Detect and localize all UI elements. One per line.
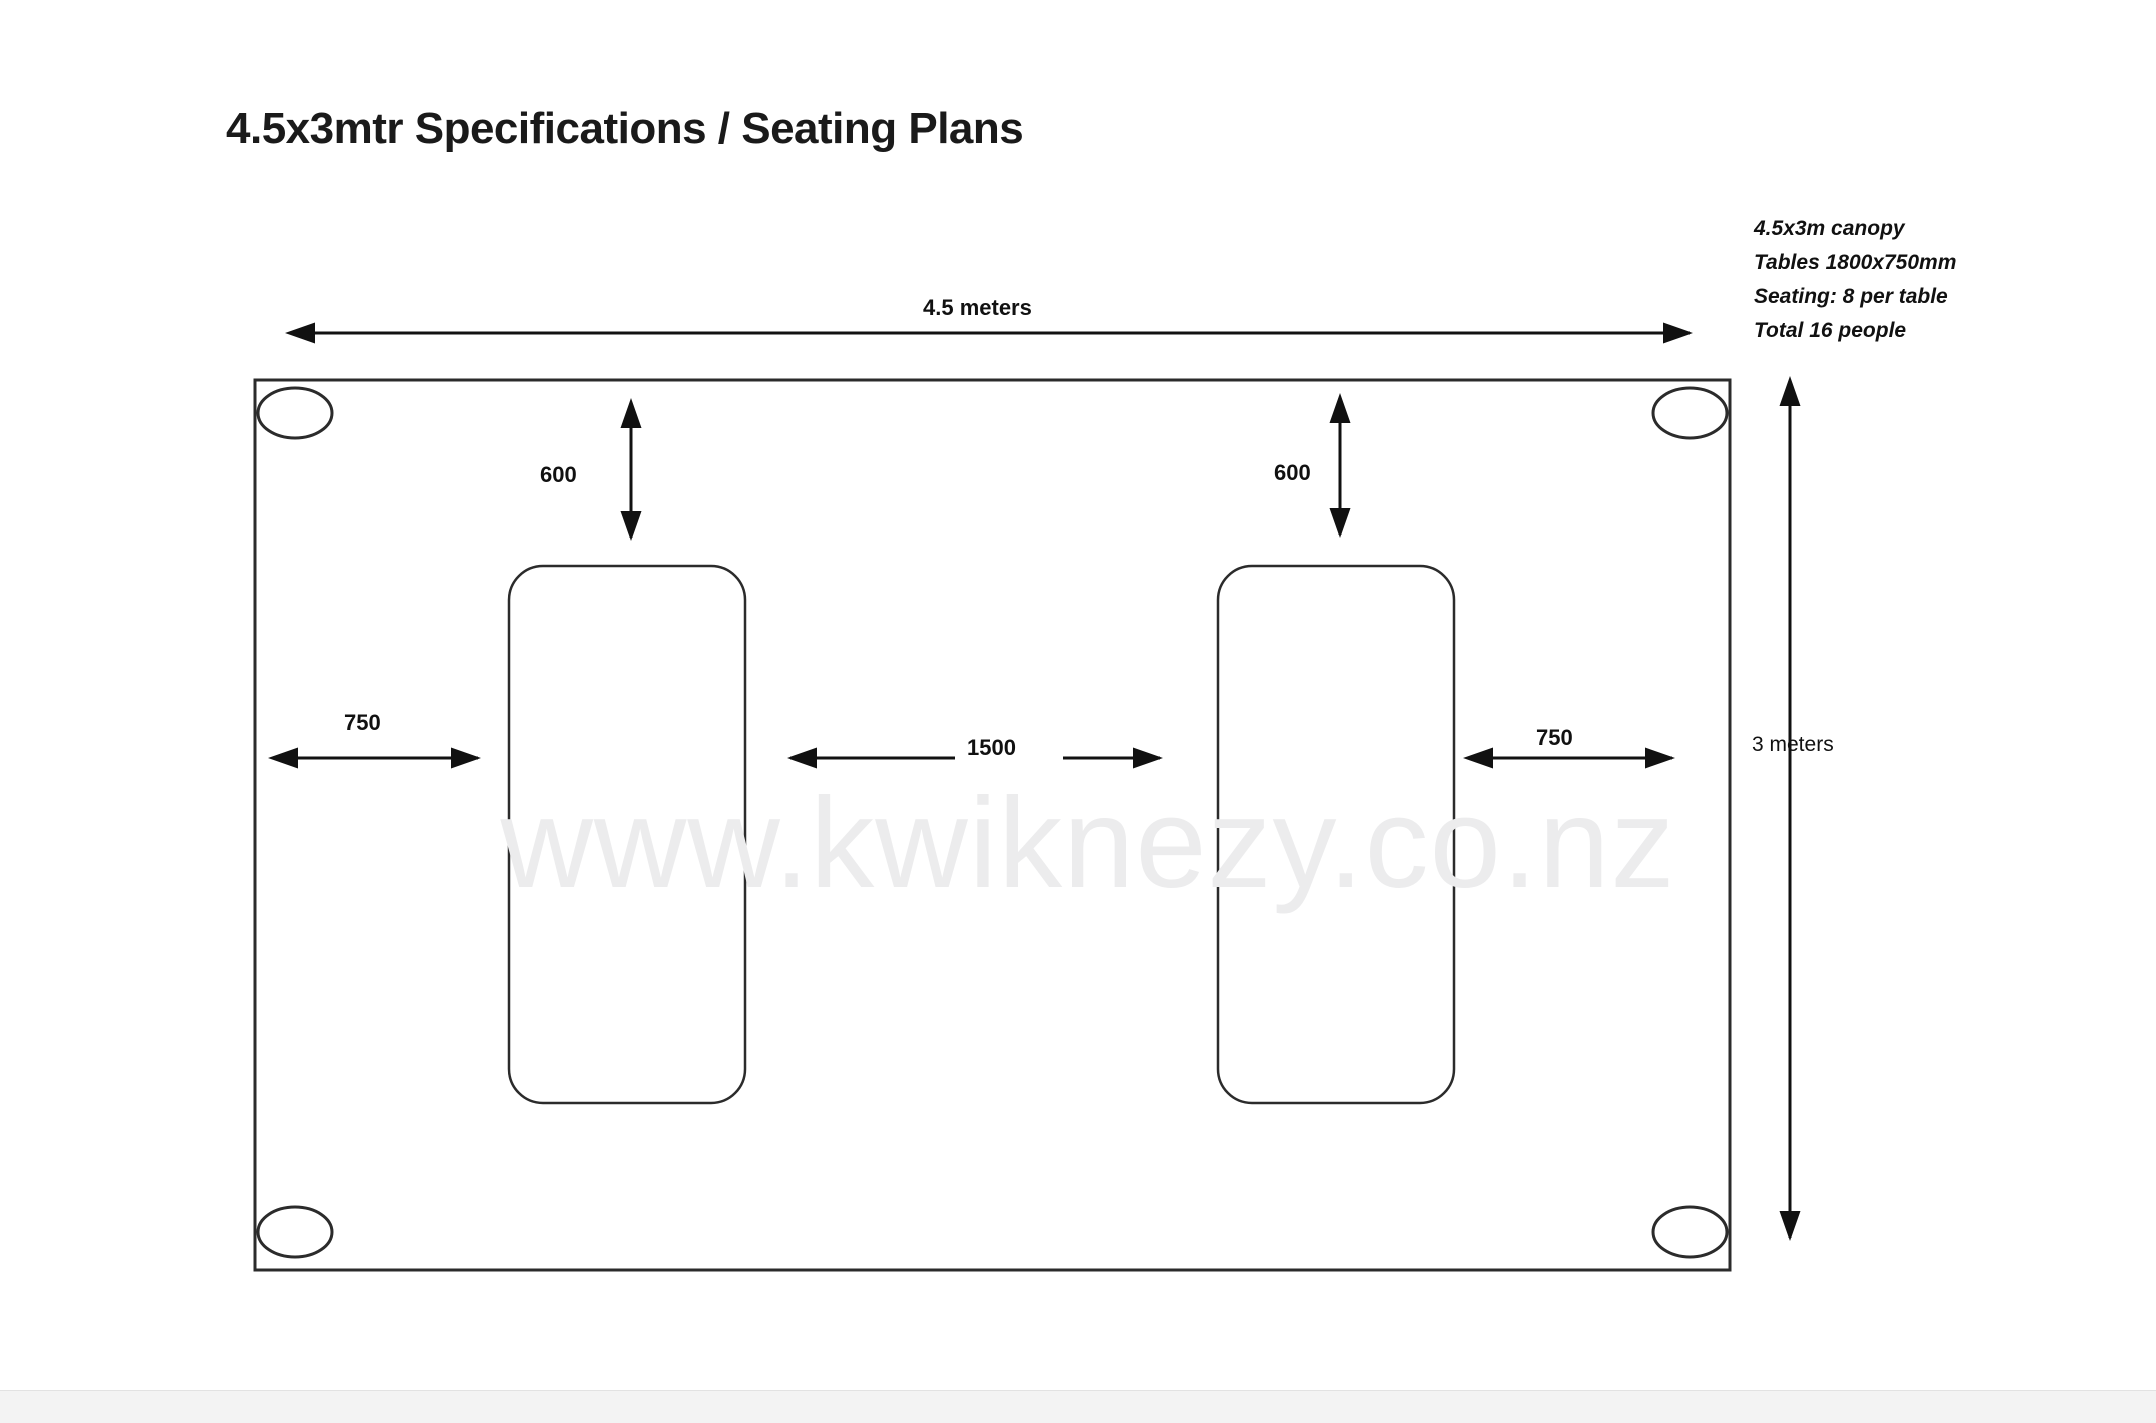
dim-label-overall-height: 3 meters <box>1752 733 1834 756</box>
canopy-leg-bottom-right <box>1653 1207 1727 1257</box>
table-right <box>1218 566 1454 1103</box>
dim-label-gap-right: 750 <box>1536 725 1573 750</box>
bottom-bar <box>0 1390 2156 1423</box>
dim-label-gap-left: 750 <box>344 710 381 735</box>
spec-note-total: Total 16 people <box>1754 319 1907 342</box>
table-left <box>509 566 745 1103</box>
dim-label-gap-top-right: 600 <box>1274 460 1311 485</box>
spec-note-canopy: 4.5x3m canopy <box>1754 217 1905 240</box>
spec-note-tables: Tables 1800x750mm <box>1754 251 1957 274</box>
canopy-leg-top-right <box>1653 388 1727 438</box>
site-watermark: www.kwiknezy.co.nz <box>500 772 1676 915</box>
spec-note-seating: Seating: 8 per table <box>1754 285 1948 308</box>
canopy-leg-top-left <box>258 388 332 438</box>
canopy-outline <box>255 380 1730 1270</box>
canopy-leg-bottom-left <box>258 1207 332 1257</box>
dim-label-gap-middle: 1500 <box>967 735 1016 760</box>
dim-label-gap-top-left: 600 <box>540 462 577 487</box>
page-title: 4.5x3mtr Specifications / Seating Plans <box>226 104 1024 153</box>
dim-label-overall-width: 4.5 meters <box>923 295 1032 320</box>
